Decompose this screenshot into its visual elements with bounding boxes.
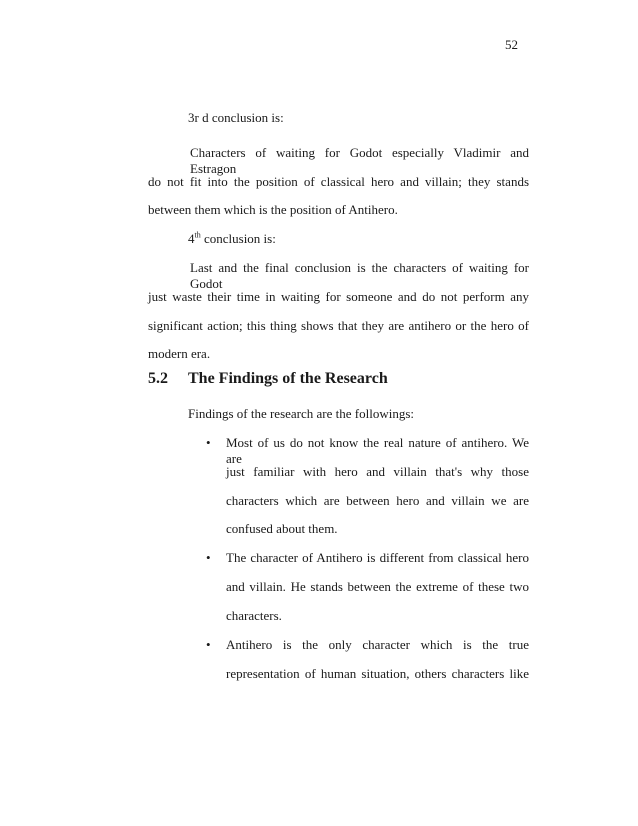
list-item-line: just familiar with hero and villain that's why those bbox=[226, 464, 529, 479]
paragraph-line: do not fit into the position of classical hero and villain; they stands bbox=[148, 174, 529, 189]
ordinal-number: 4 bbox=[188, 231, 195, 246]
paragraph-line: between them which is the position of Antihero. bbox=[148, 202, 398, 217]
fourth-conclusion-label bbox=[188, 231, 276, 247]
paragraph-line: significant action; this thing shows that they are antihero or the hero of bbox=[148, 318, 529, 333]
ordinal-suffix: th bbox=[194, 230, 201, 240]
paragraph-line: Characters of waiting for Godot especially Vladimir and Estragon bbox=[190, 145, 529, 176]
paragraph-line: just waste their time in waiting for someone and do not perform any bbox=[148, 289, 529, 304]
bullet-icon: • bbox=[206, 435, 211, 450]
label-text: conclusion is: bbox=[200, 231, 276, 246]
list-item-line: Most of us do not know the real nature of antihero. We are bbox=[226, 435, 529, 466]
bullet-icon: • bbox=[206, 550, 211, 565]
third-conclusion-label: 3r d conclusion is: bbox=[188, 110, 284, 125]
list-item-line: representation of human situation, others characters like bbox=[226, 666, 529, 681]
list-item-line: characters. bbox=[226, 608, 282, 623]
list-item-line: and villain. He stands between the extreme of these two bbox=[226, 579, 529, 594]
paragraph-line: Last and the final conclusion is the characters of waiting for Godot bbox=[190, 260, 529, 291]
section-title: The Findings of the Research bbox=[188, 370, 388, 387]
bullet-icon: • bbox=[206, 637, 211, 652]
section-intro: Findings of the research are the followings: bbox=[188, 406, 414, 421]
list-item-line: The character of Antihero is different from classical hero bbox=[226, 550, 529, 565]
list-item-line: Antihero is the only character which is the true bbox=[226, 637, 529, 652]
page-number: 52 bbox=[505, 37, 518, 52]
section-number: 5.2 bbox=[148, 370, 168, 387]
list-item-line: confused about them. bbox=[226, 521, 338, 536]
list-item-line: characters which are between hero and villain we are bbox=[226, 493, 529, 508]
paragraph-line: modern era. bbox=[148, 346, 211, 361]
